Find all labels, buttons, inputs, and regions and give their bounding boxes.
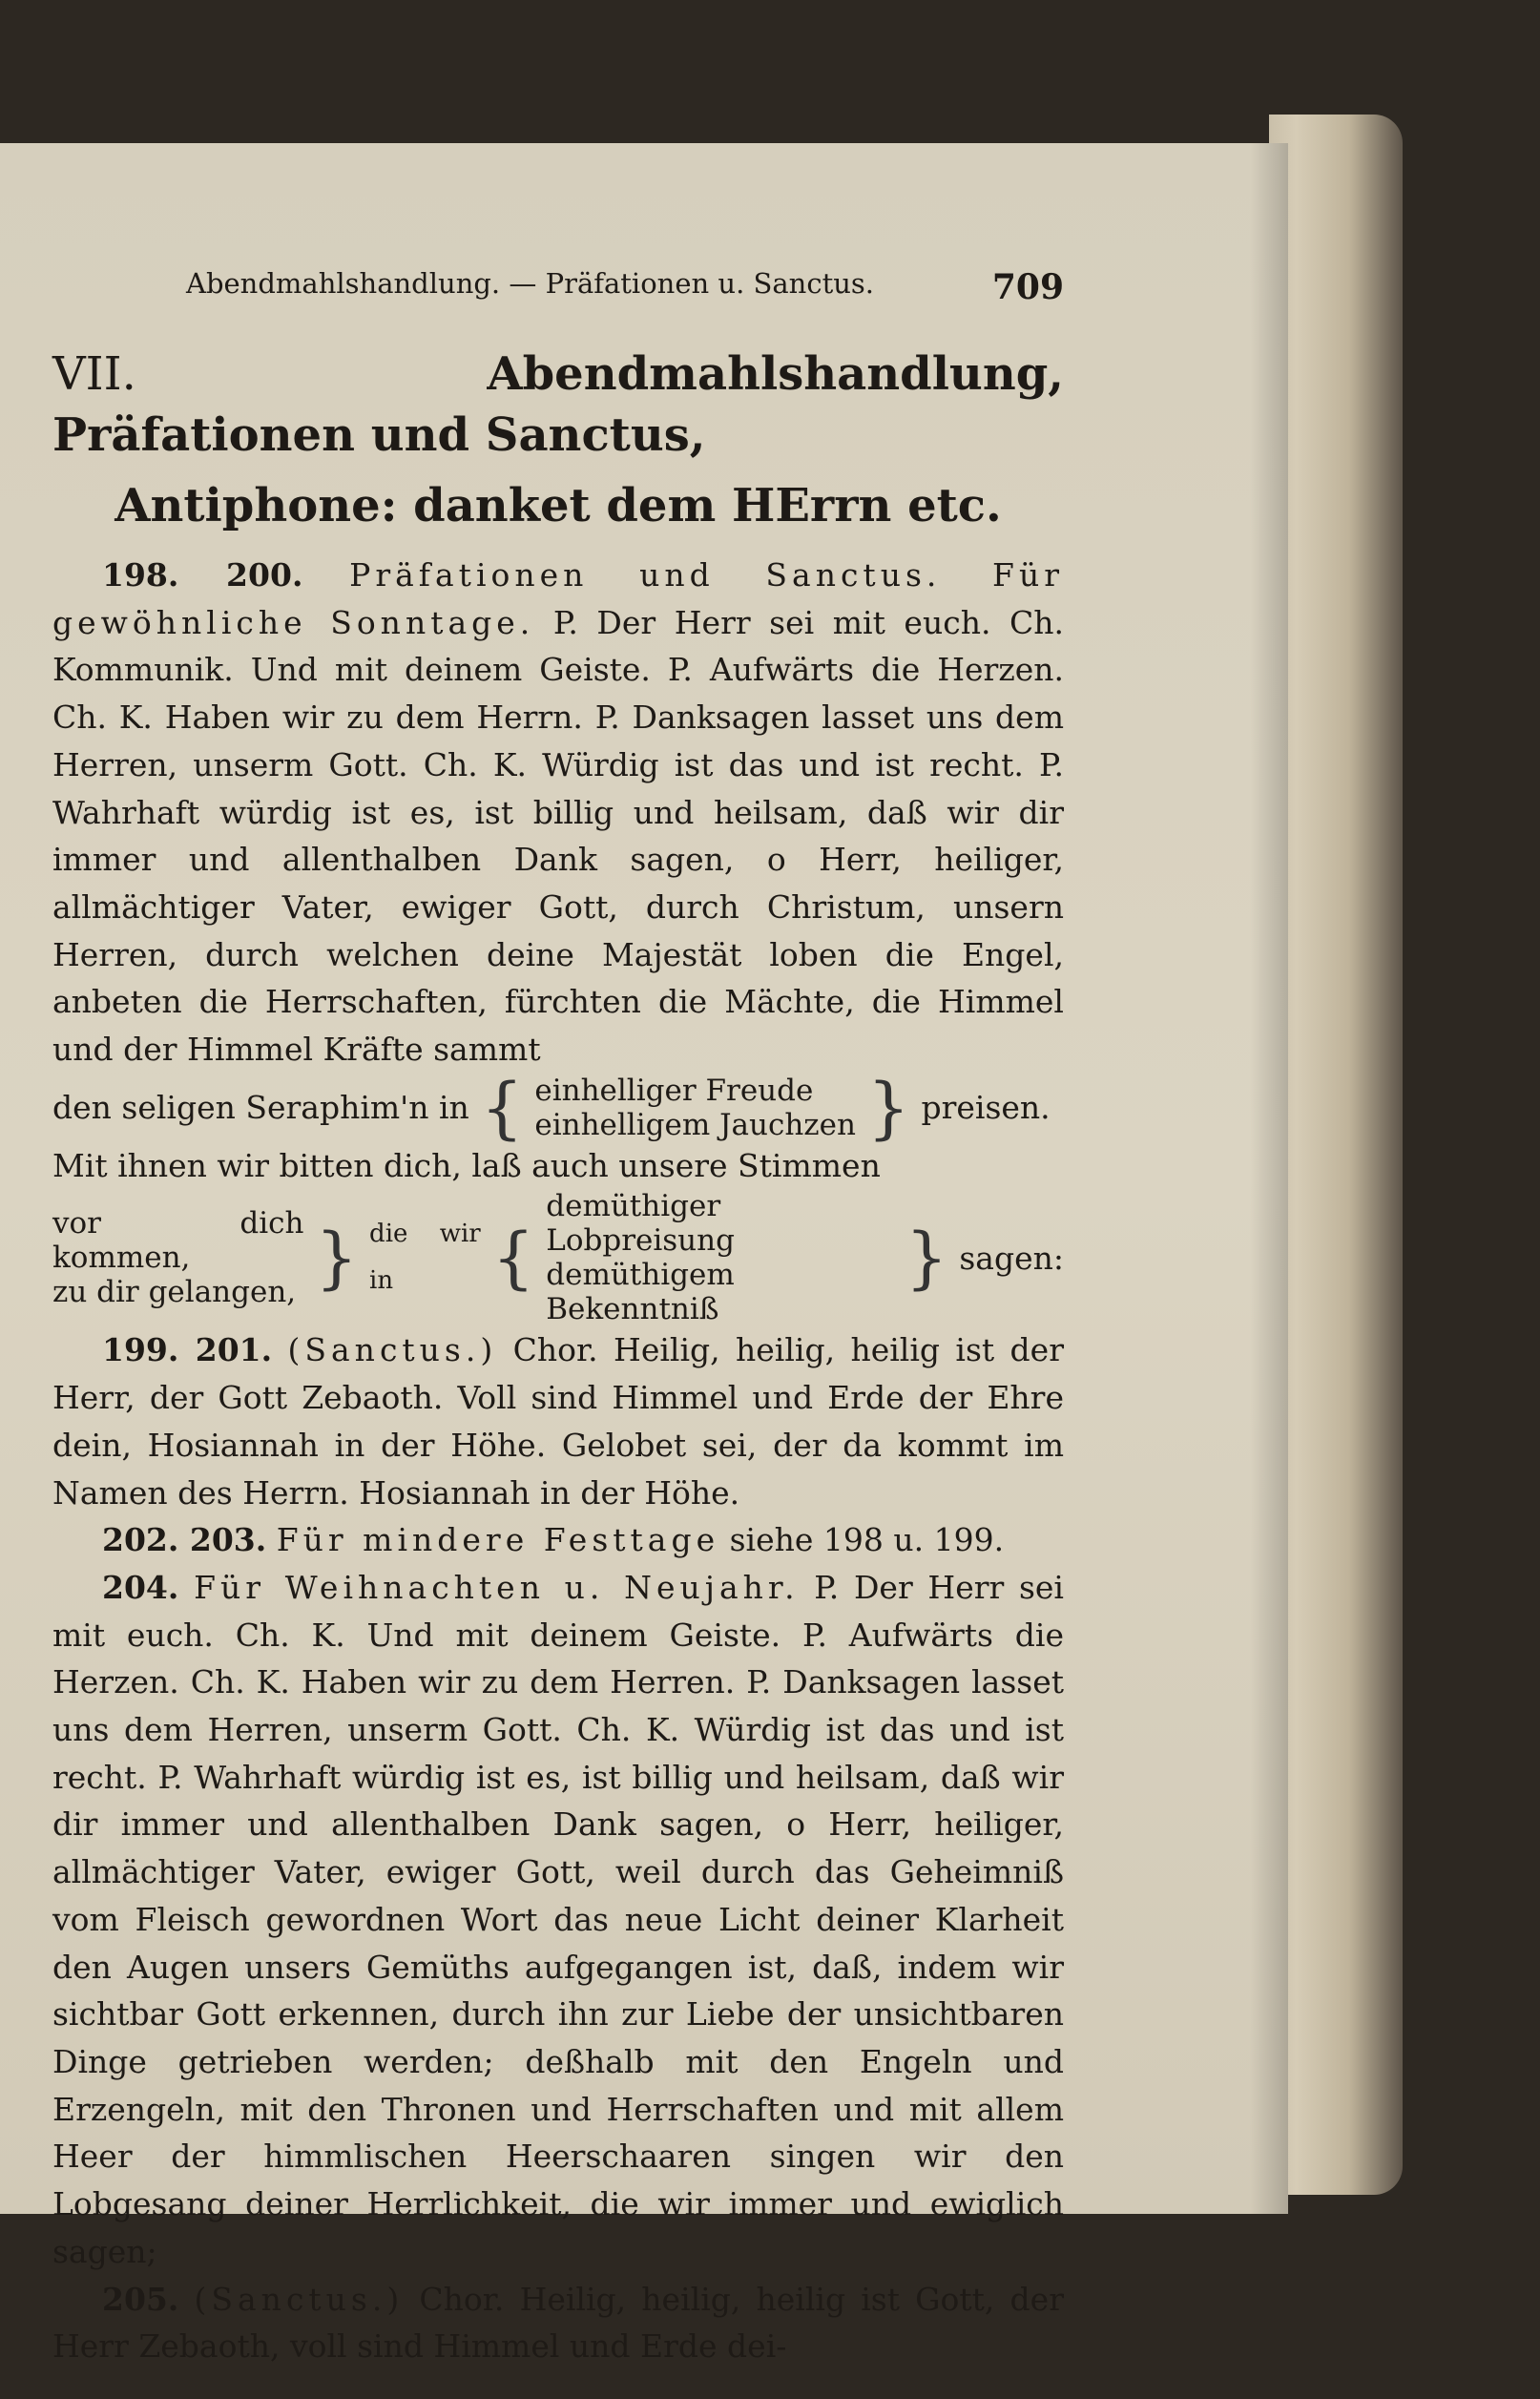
brace-tail: preisen. [921, 1088, 1051, 1126]
paragraph-204 [52, 1564, 1064, 2276]
brace-tail: sagen: [959, 1239, 1064, 1277]
paragraph-205 [52, 2276, 1064, 2370]
left-brace-icon: { [491, 1219, 535, 1298]
spaced-heading: Für mindere Festtage [276, 1521, 720, 1559]
paragraph-202 [52, 1516, 1064, 1564]
spaced-heading: Für Weihnachten u. Neujahr. [194, 1568, 800, 1606]
section-heading [52, 344, 1064, 466]
paragraph-number: 205. [102, 2280, 179, 2318]
paragraph-number: 204. [102, 1568, 179, 1606]
brace-line-sagen [52, 1189, 1064, 1326]
book-page [0, 143, 1288, 2366]
brace-option: demüthigem Bekenntniß [546, 1258, 735, 1327]
brace-option: zu dir gelangen, [52, 1275, 297, 1310]
book-page-edges [1269, 115, 1403, 2195]
page-text-block [52, 267, 1064, 2370]
paragraph-198 [52, 552, 1064, 1074]
brace-middle: die wir in [369, 1219, 481, 1296]
left-brace-icon: { [480, 1068, 524, 1147]
right-brace-icon: } [315, 1219, 359, 1298]
brace-option: demüthiger Lobpreisung [546, 1189, 735, 1259]
paragraph-text: P. Der Herr sei mit euch. Ch. K. Und mit deinem Geiste. P. Aufwärts die Herzen. Ch. K. Haben wir zu dem Herren. P. Danksagen lasset uns dem Herren, unserm Gott. Ch. K. Würdig ist das und ist recht. P. Wahrhaft würdig ist es, ist billig und heilsam, daß wir dir immer und allenthalben Dank sagen, o Herr, heiliger, allmächtiger Vater, ewiger Gott, weil durch das Geheimniß vom Fleisch gewordnen Wort das neue Licht deiner Klarheit den Augen unsers Gemüths aufgegangen ist, daß, indem wir sichtbar Gott erkennen, durch ihn zur Liebe der unsichtbaren Dinge getrieben werden; deßhalb mit den Engeln und Erzengeln, mit den Thronen und Herrschaften und mit allem Heer der himmlischen Heerschaaren singen wir den Lobgesang deiner Herrlichkeit, die wir immer und ewiglich sagen; [52, 1568, 1064, 2270]
spaced-heading: Präfationen und Sanctus. Für gewöhnliche Sonntage. [52, 556, 1064, 641]
paragraph-text: siehe 198 u. 199. [729, 1521, 1005, 1559]
section-title-line1: Abendmahlshandlung, Präfationen und Sanctus, [52, 347, 1064, 462]
brace-option: einhelliger Freude [534, 1073, 814, 1108]
brace-options-b [546, 1189, 894, 1326]
section-number: VII. [52, 347, 136, 401]
brace-options-a [52, 1206, 304, 1309]
brace-option: vor dich kommen, [52, 1206, 304, 1276]
spaced-heading: (Sanctus.) [194, 2280, 405, 2318]
spaced-heading: (Sanctus.) [287, 1331, 498, 1369]
paragraph-text: Chor. Heilig, heilig, heilig ist Gott, der Herr Zebaoth, voll sind Himmel und Erde dei- [52, 2280, 1064, 2366]
paragraph-number: 202. 203. [102, 1521, 267, 1559]
paragraph-number: 199. 201. [102, 1331, 273, 1369]
brace-lead: den seligen Seraphim'n in [52, 1088, 469, 1126]
running-header [186, 267, 1064, 307]
section-title-line2: Antiphone: danket dem HErrn etc. [114, 479, 1002, 532]
line-mit-ihnen: Mit ihnen wir bitten dich, laß auch unsere Stimmen [52, 1146, 881, 1184]
running-title: Abendmahlshandlung. — Präfationen u. Sanctus. [186, 267, 875, 300]
paragraph-number: 198. 200. [102, 556, 303, 594]
body-text [52, 552, 1064, 2370]
paragraph-199 [52, 1326, 1064, 1516]
right-brace-icon: } [905, 1219, 948, 1298]
right-brace-icon: } [866, 1068, 910, 1147]
paragraph-text: Chor. Heilig, heilig, heilig ist der Herr, der Gott Zebaoth. Voll sind Himmel und Erde der Ehre dein, Hosiannah in der Höhe. Gelobet sei, der da kommt im Namen des Herrn. Hosiannah in der Höhe. [52, 1331, 1064, 1512]
brace-option: einhelligem Jauchzen [534, 1107, 856, 1142]
paragraph-text: P. Der Herr sei mit euch. Ch. Kommunik. Und mit deinem Geiste. P. Aufwärts die Herzen. Ch. K. Haben wir zu dem Herrn. P. Danksagen lasset uns dem Herren, unserm Gott. Ch. K. Würdig ist das und ist recht. P. Wahrhaft würdig ist es, ist billig und heilsam, daß wir dir immer und allenthalben Dank sagen, o Herr, heiliger, allmächtiger Vater, ewiger Gott, durch Christum, unsern Herren, durch welchen deine Majestät loben die Engel, anbeten die Herrschaften, fürchten die Mächte, die Himmel und der Himmel Kräfte sammt [52, 603, 1064, 1069]
page-number: 709 [991, 267, 1064, 307]
brace-line-seraphim [52, 1068, 1064, 1147]
brace-options [534, 1074, 856, 1142]
